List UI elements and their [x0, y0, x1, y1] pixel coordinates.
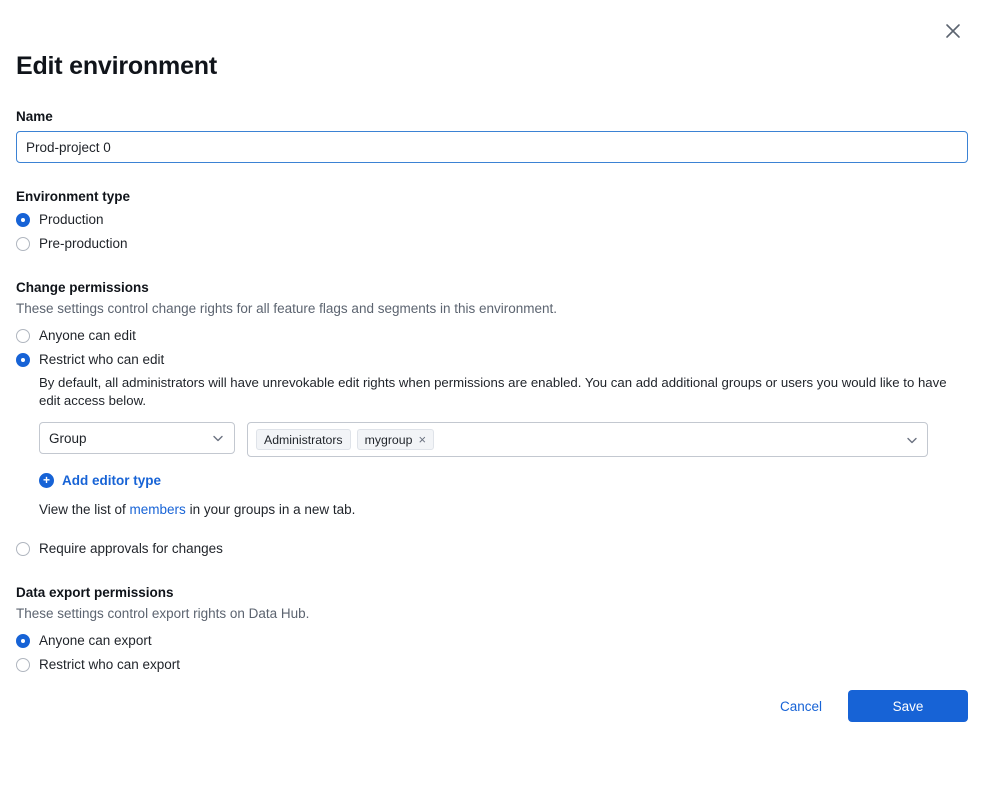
radio-label[interactable]: Anyone can export — [39, 633, 152, 648]
members-note-prefix: View the list of — [39, 502, 130, 517]
plus-circle-icon: + — [39, 473, 54, 488]
radio-environment-production[interactable] — [16, 210, 968, 230]
radio-label[interactable]: Restrict who can export — [39, 657, 181, 672]
token-label: Administrators — [264, 432, 343, 447]
radio-label[interactable]: Restrict who can edit — [39, 352, 165, 367]
radio-indicator[interactable] — [16, 353, 30, 367]
close-button[interactable] — [936, 14, 970, 48]
editor-type-select-value: Group — [49, 430, 87, 446]
radio-restrict-who-can-edit[interactable] — [16, 350, 968, 370]
editor-type-select[interactable] — [39, 422, 235, 454]
token-label: mygroup — [364, 432, 413, 447]
radio-label[interactable]: Anyone can edit — [39, 328, 136, 343]
members-note — [39, 502, 968, 517]
radio-indicator[interactable] — [16, 237, 30, 251]
radio-label[interactable]: Pre-production — [39, 236, 128, 251]
editor-values-multiselect[interactable] — [247, 422, 928, 457]
change-permissions-description: These settings control change rights for all feature flags and segments in this environment. — [16, 301, 558, 316]
page-title: Edit environment — [16, 52, 217, 80]
radio-require-approvals[interactable] — [16, 539, 968, 559]
close-icon[interactable]: × — [418, 432, 427, 447]
environment-type-label: Environment type — [16, 189, 131, 204]
cancel-button[interactable]: Cancel — [776, 693, 826, 720]
radio-indicator[interactable] — [16, 213, 30, 227]
radio-label[interactable]: Require approvals for changes — [39, 541, 223, 556]
name-input[interactable] — [16, 131, 968, 163]
data-export-permissions-label: Data export permissions — [16, 585, 174, 600]
save-button[interactable]: Save — [848, 690, 968, 722]
close-icon — [943, 21, 963, 41]
radio-label[interactable]: Production — [39, 212, 104, 227]
token-administrators[interactable] — [256, 429, 351, 450]
chevron-down-icon — [211, 431, 225, 445]
dialog-footer — [776, 690, 968, 722]
radio-anyone-can-edit[interactable] — [16, 326, 968, 346]
add-editor-type-button[interactable] — [39, 473, 968, 488]
radio-anyone-can-export[interactable] — [16, 631, 968, 651]
add-editor-type-label: Add editor type — [62, 473, 162, 488]
token-mygroup[interactable] — [357, 429, 434, 450]
restrict-helper-text: By default, all administrators will have unrevokable edit rights when permissions are enabled. You can add additional groups or users you would like to have edit access below. — [39, 375, 947, 408]
members-note-suffix: in your groups in a new tab. — [185, 502, 356, 517]
members-link[interactable]: members — [129, 502, 186, 517]
data-export-permissions-description: These settings control export rights on Data Hub. — [16, 606, 310, 621]
radio-environment-preproduction[interactable] — [16, 234, 968, 254]
name-label: Name — [16, 109, 53, 124]
radio-indicator[interactable] — [16, 634, 30, 648]
chevron-down-icon — [905, 433, 919, 447]
change-permissions-label: Change permissions — [16, 280, 149, 295]
editor-rule-row — [39, 422, 968, 457]
radio-indicator[interactable] — [16, 329, 30, 343]
radio-indicator[interactable] — [16, 658, 30, 672]
radio-restrict-who-can-export[interactable] — [16, 655, 968, 675]
radio-indicator[interactable] — [16, 542, 30, 556]
token-list — [256, 429, 899, 450]
